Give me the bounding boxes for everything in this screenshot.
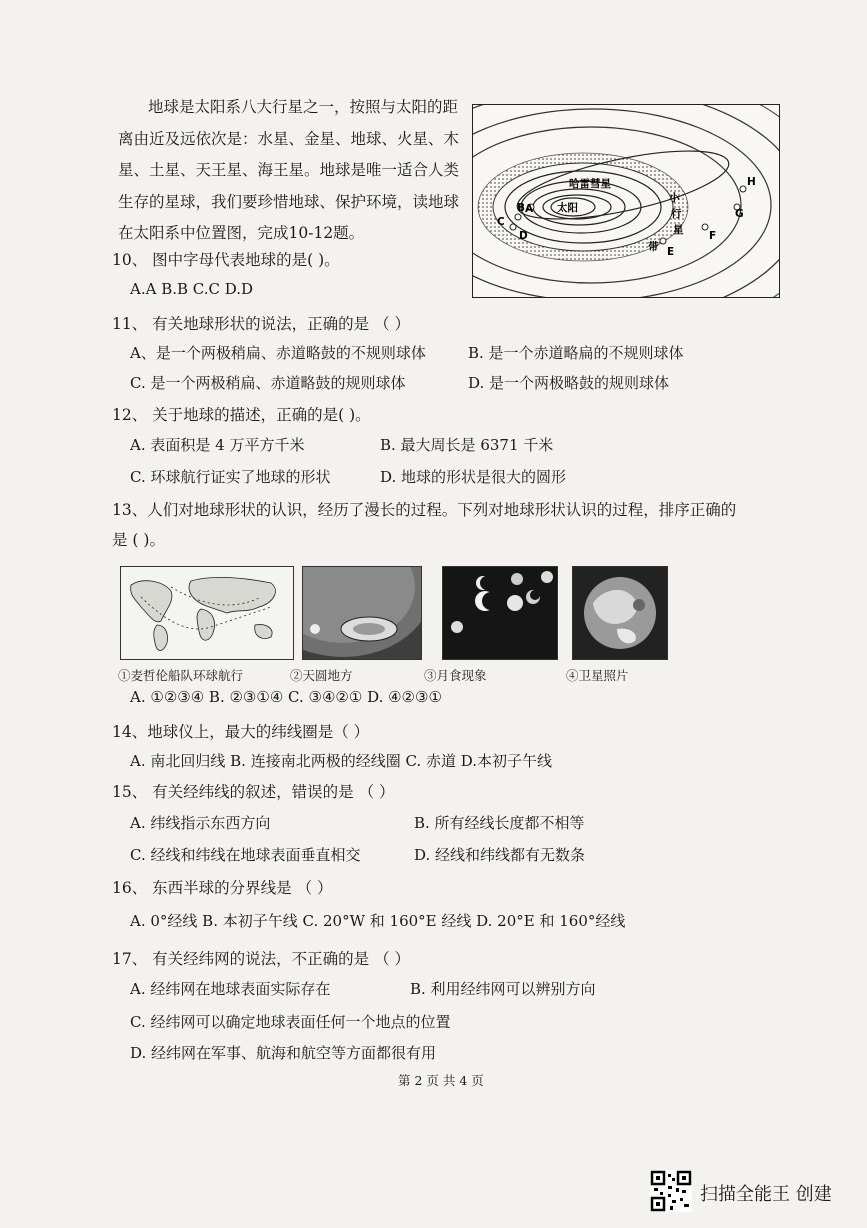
solar-system-figure (472, 104, 780, 298)
caption-3: ③月食现象 (424, 668, 487, 683)
letter-h: H (747, 176, 756, 188)
letter-f: F (709, 230, 717, 242)
q16-options: A. 0°经线 B. 本初子午线 C. 20°W 和 160°E 经线 D. 20°E 和 160°经线 (130, 912, 626, 930)
q17-option-a: A. 经纬网在地球表面实际存在 (130, 980, 331, 998)
asteroid-label-1: 小 (669, 192, 680, 204)
letter-c: C (497, 216, 505, 228)
solar-system-diagram (473, 105, 779, 297)
q11-option-c: C. 是一个两极稍扁、赤道略鼓的规则球体 (130, 374, 406, 392)
satellite-earth-image (573, 567, 667, 659)
q10-options: A.A B.B C.C D.D (130, 280, 254, 298)
q12-option-d: D. 地球的形状是很大的圆形 (380, 468, 567, 486)
caption-4: ④卫星照片 (566, 668, 629, 683)
asteroid-label-3: 星 (673, 224, 684, 236)
q17-option-b: B. 利用经纬网可以辨别方向 (410, 980, 596, 998)
q10-stem: 10、 图中字母代表地球的是( )。 (112, 251, 340, 269)
q11-option-d: D. 是一个两极略鼓的规则球体 (468, 374, 670, 392)
q13-stem-line2: 是 ( )。 (112, 531, 165, 549)
asteroid-label-4: 带 (648, 241, 659, 253)
q12-option-c: C. 环球航行证实了地球的形状 (130, 468, 331, 486)
q16-stem: 16、 东西半球的分界线是 （ ） (112, 879, 333, 897)
q11-stem: 11、 有关地球形状的说法，正确的是 （ ） (112, 315, 411, 333)
q14-options: A. 南北回归线 B. 连接南北两极的经线圈 C. 赤道 D.本初子午线 (130, 752, 552, 770)
lunar-eclipse-image (443, 567, 557, 659)
intro-paragraph: 地球是太阳系八大行星之一，按照与太阳的距离由近及远依次是：水星、金星、地球、火星、木星、土星、天王星、海王星。地球是唯一适合人类生存的星球，我们要珍惜地球、保护环境，读地球在太阳系中位置图，完成10-12题。 (118, 98, 460, 242)
q11-option-b: B. 是一个赤道略扁的不规则球体 (468, 344, 684, 362)
q15-option-a: A. 纬线指示东西方向 (130, 814, 271, 832)
q11-option-a: A、是一个两极稍扁、赤道略鼓的不规则球体 (130, 344, 426, 362)
world-map-image (121, 567, 293, 659)
letter-e: E (667, 246, 675, 258)
q13-options: A. ①②③④ B. ②③①④ C. ③④②① D. ④②③① (130, 688, 442, 706)
q17-stem: 17、 有关经纬网的说法，不正确的是 （ ） (112, 950, 411, 968)
asteroid-label-2: 行 (671, 208, 682, 220)
letter-d: D (519, 230, 528, 242)
caption-2: ②天圆地方 (290, 668, 353, 683)
q15-option-b: B. 所有经线长度都不相等 (414, 814, 585, 832)
camscanner-watermark: 扫描全能王 创建 (700, 1184, 832, 1205)
photo-heaven-earth (302, 566, 422, 660)
photo-satellite-earth (572, 566, 668, 660)
q12-stem: 12、 关于地球的描述，正确的是( )。 (112, 406, 371, 424)
q17-option-d: D. 经纬网在军事、航海和航空等方面都很有用 (130, 1044, 437, 1062)
page-footer: 第 2 页 共 4 页 (398, 1073, 484, 1088)
letter-b: B (517, 202, 526, 214)
letter-a: A (525, 203, 534, 215)
q15-stem: 15、 有关经纬线的叙述，错误的是 （ ） (112, 783, 395, 801)
q12-option-a: A. 表面积是 4 万平方千米 (130, 436, 305, 454)
letter-g: G (735, 208, 744, 220)
comet-label: 哈雷彗星 (569, 178, 611, 190)
sun-label: 太阳 (557, 202, 578, 214)
photo-lunar-eclipse (442, 566, 558, 660)
q14-stem: 14、地球仪上，最大的纬线圈是（ ） (112, 723, 370, 741)
q15-option-c: C. 经线和纬线在地球表面垂直相交 (130, 846, 361, 864)
q15-option-d: D. 经线和纬线都有无数条 (414, 846, 586, 864)
photo-world-map (120, 566, 294, 660)
heaven-earth-image (303, 567, 421, 659)
caption-1: ①麦哲伦船队环球航行 (118, 668, 244, 683)
q12-option-b: B. 最大周长是 6371 千米 (380, 436, 554, 454)
qr-code-icon (650, 1170, 692, 1216)
q13-stem-line1: 13、人们对地球形状的认识，经历了漫长的过程。下列对地球形状认识的过程，排序正确的 (112, 501, 737, 519)
q17-option-c: C. 经纬网可以确定地球表面任何一个地点的位置 (130, 1013, 451, 1031)
